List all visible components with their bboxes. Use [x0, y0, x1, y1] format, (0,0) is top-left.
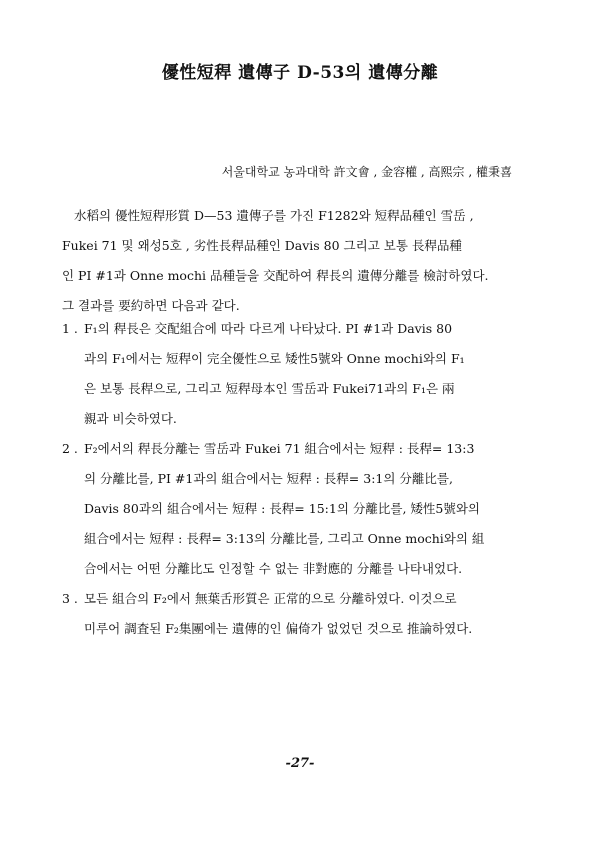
- item-number: 1 .: [62, 321, 78, 336]
- page-number: -27-: [285, 756, 315, 771]
- paper-title: 優性短稈 遺傳子 D-53의 遺傳分離: [161, 63, 439, 83]
- item-line: Davis 80과의 組合에서는 短稈 : 長稈= 15:1의 分離比를, 矮性5號와의: [84, 501, 480, 516]
- intro-line: 그 결과를 要約하면 다음과 같다.: [62, 298, 240, 313]
- item-line: 은 보통 長稈으로, 그리고 短稈母本인 雪岳과 Fukei71과의 F₁은 兩: [84, 381, 455, 396]
- intro-line: 水稻의 優性短稈形質 D—53 遺傳子를 가진 F1282와 短稈品種인 雪岳 ,: [74, 208, 474, 223]
- item-line: 合에서는 어떤 分離比도 인정할 수 없는 非對應的 分離를 나타내었다.: [84, 561, 463, 576]
- item-line: F₁의 稈長은 交配組合에 따라 다르게 나타났다. PI #1과 Davis 80: [84, 321, 453, 336]
- item-line: 과의 F₁에서는 短稈이 完全優性으로 矮性5號와 Onne mochi와의 F₁: [84, 351, 465, 366]
- result-item: [62, 434, 524, 584]
- result-list: [62, 314, 524, 644]
- item-line: 親과 비슷하였다.: [84, 411, 177, 426]
- item-line: 의 分離比를, PI #1과의 組合에서는 短稈 : 長稈= 3:1의 分離比를,: [84, 471, 453, 486]
- item-number: 2 .: [62, 441, 78, 456]
- author-affiliation: 서울대학교 농과대학 許文會 , 金容權 , 高熙宗 , 權秉喜: [221, 165, 512, 179]
- item-line: 모든 組合의 F₂에서 無葉舌形質은 正常的으로 分離하였다. 이것으로: [84, 591, 457, 606]
- abstract-intro: [62, 201, 524, 321]
- item-line: 미루어 調査된 F₂集團에는 遺傳的인 偏倚가 없었던 것으로 推論하였다.: [84, 621, 473, 636]
- result-item: [62, 314, 524, 434]
- item-number: 3 .: [62, 591, 78, 606]
- result-item: [62, 584, 524, 644]
- item-line: F₂에서의 稈長分離는 雪岳과 Fukei 71 組合에서는 短稈 : 長稈= 13:3: [84, 441, 475, 456]
- item-line: 組合에서는 短稈 : 長稈= 3:13의 分離比를, 그리고 Onne mochi와의 組: [84, 531, 485, 546]
- intro-line: Fukei 71 및 왜성5호 , 劣性長稈品種인 Davis 80 그리고 보통 長稈品種: [62, 238, 462, 253]
- intro-line: 인 PI #1과 Onne mochi 品種들을 交配하여 稈長의 遺傳分離를 檢討하였다.: [62, 268, 489, 283]
